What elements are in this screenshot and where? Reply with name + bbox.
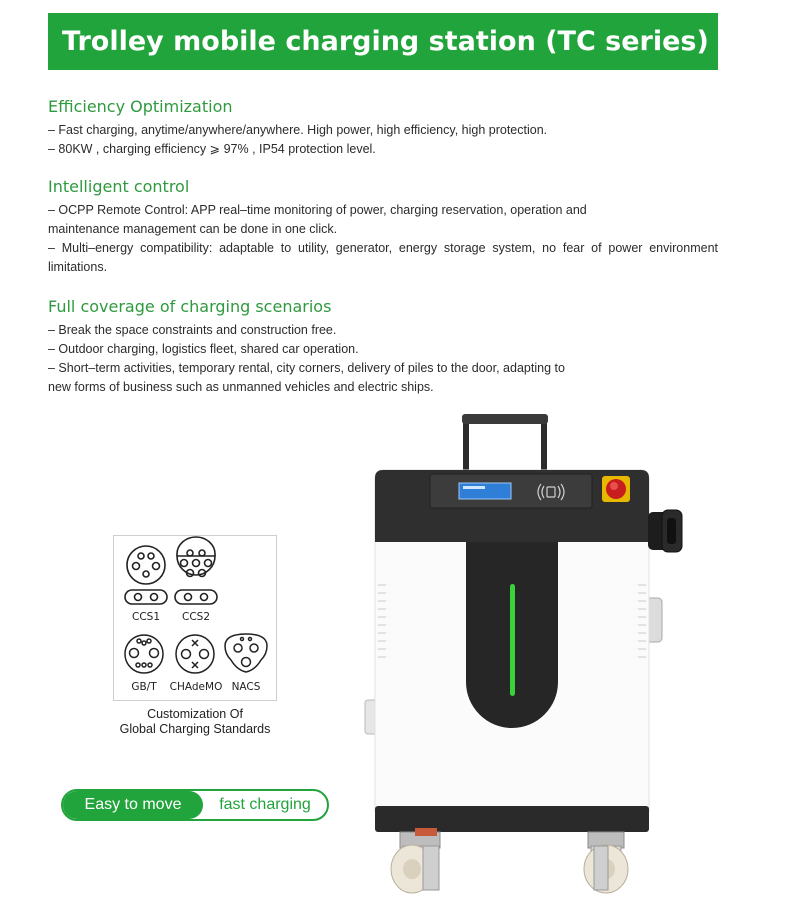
bullet-line: – Outdoor charging, logistics fleet, shared car operation. xyxy=(48,342,359,356)
emergency-stop-button-icon xyxy=(602,476,630,502)
page-title-banner xyxy=(48,13,718,70)
bullet-line: – Short–term activities, temporary rental, city corners, delivery of piles to the door, adapting to xyxy=(48,361,565,375)
page-title: Trolley mobile charging station (TC series) xyxy=(62,26,709,57)
caster-wheel xyxy=(391,828,440,893)
charging-status-led xyxy=(510,584,515,696)
ccs1-connector-icon xyxy=(125,546,167,604)
section-intelligent-control xyxy=(48,177,718,277)
section-heading: Efficiency Optimization xyxy=(48,97,233,116)
nacs-connector-icon xyxy=(225,634,267,672)
feature-badge-primary: Easy to move xyxy=(63,791,203,819)
ccs2-connector-icon xyxy=(175,537,217,604)
bullet-line: – Break the space constraints and construction free. xyxy=(48,323,337,337)
bullet-line: – OCPP Remote Control: APP real–time monitoring of power, charging reservation, operation and maintenance management can be done in one click. xyxy=(48,203,587,236)
bullet-line: – Fast charging, anytime/anywhere/anywhere. High power, high efficiency, high protection. xyxy=(48,123,548,137)
feature-badge xyxy=(61,789,329,821)
charging-station-illustration xyxy=(360,410,700,895)
bullet-line: new forms of business such as unmanned vehicles and electric ships. xyxy=(48,380,434,394)
charging-gun-holster xyxy=(648,510,682,552)
caption-line: Customization Of xyxy=(147,707,243,721)
feature-badge-secondary: fast charging xyxy=(219,796,311,813)
charging-standards-panel xyxy=(113,535,277,701)
gbt-connector-icon xyxy=(125,635,163,673)
section-heading: Full coverage of charging scenarios xyxy=(48,297,332,316)
bullet-line: – 80KW , charging efficiency ⩾ 97% , IP54 protection level. xyxy=(48,142,376,156)
chademo-connector-icon xyxy=(176,635,214,673)
connector-label: GB/T xyxy=(131,681,157,693)
section-efficiency xyxy=(48,97,718,159)
section-heading: Intelligent control xyxy=(48,177,190,196)
lcd-screen xyxy=(459,483,511,499)
trolley-handle xyxy=(466,418,544,470)
caption-line: Global Charging Standards xyxy=(119,722,271,736)
connector-label: CCS2 xyxy=(181,611,210,623)
caster-wheel xyxy=(584,832,628,893)
section-charging-scenarios xyxy=(48,297,718,397)
bullet-line: – Multi–energy compatibility: adaptable to utility, generator, energy storage system, no fear of power environment limitations. xyxy=(48,241,718,274)
connector-label: CHAdeMO xyxy=(169,681,223,693)
standards-caption xyxy=(100,707,290,737)
connector-label: CCS1 xyxy=(131,611,160,623)
connector-label: NACS xyxy=(231,681,261,693)
